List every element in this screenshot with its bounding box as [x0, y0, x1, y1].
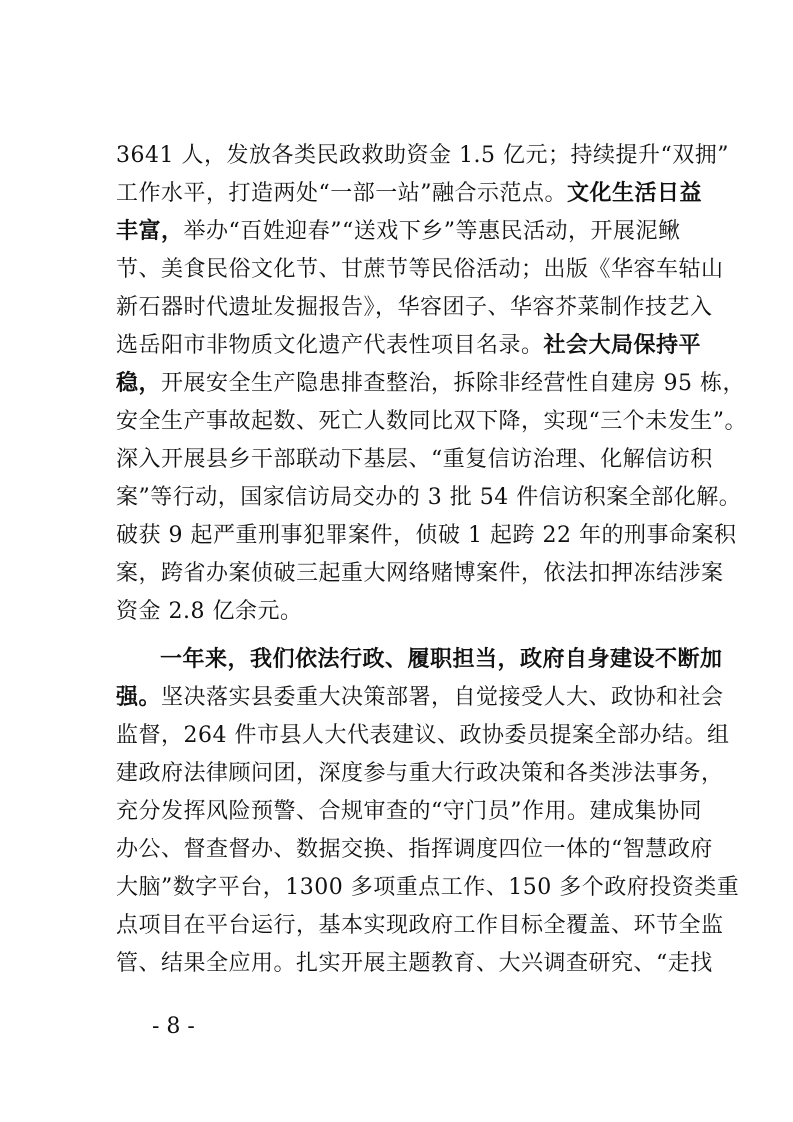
- text-line-7: 稳，开展安全生产隐患排查整治，拆除非经营性自建房 95 栋，: [116, 371, 745, 396]
- text-line-4: 节、美食民俗文化节、甘蔗节等民俗活动；出版《华容车轱山: [116, 257, 724, 282]
- text-line-8: 安全生产事故起数、死亡人数同比双下降，实现“三个未发生”。: [116, 409, 747, 434]
- text-line-15: 强。坚决落实县委重大决策部署，自觉接受人大、政协和社会: [116, 685, 724, 710]
- text-line-3: 丰富，举办“百姓迎春”“送戏下乡”等惠民活动，开展泥鳅: [116, 219, 681, 244]
- text-line-11: 破获 9 起严重刑事犯罪案件，侦破 1 起跨 22 年的刑事命案积: [116, 523, 737, 548]
- text-line-22: 管、结果全应用。扎实开展主题教育、大兴调查研究、“走找: [116, 951, 713, 976]
- text-line-20: 大脑”数字平台，1300 多项重点工作、150 多个政府投资类重: [116, 875, 740, 900]
- text-line-1: 3641 人，发放各类民政救助资金 1.5 亿元；持续提升“双拥”: [116, 143, 729, 168]
- text-line-19: 办公、督查督办、数据交换、指挥调度四位一体的“智慧政府: [116, 837, 713, 862]
- text-line-16: 监督，264 件市县人大代表建议、政协委员提案全部办结。组: [116, 723, 730, 748]
- text-line-2: 工作水平，打造两处“一部一站”融合示范点。文化生活日益: [116, 181, 703, 206]
- text-line-10: 案”等行动，国家信访局交办的 3 批 54 件信访积案全部化解。: [116, 485, 742, 510]
- text-line-12: 案，跨省办案侦破三起重大网络赌博案件，依法扣押冻结涉案: [116, 561, 724, 586]
- text-line-5: 新石器时代遗址发掘报告》，华容团子、华容芥菜制作技艺入: [116, 295, 713, 320]
- text-line-21: 点项目在平台运行，基本实现政府工作目标全覆盖、环节全监: [116, 913, 724, 938]
- page-number: - 8 -: [152, 1014, 195, 1039]
- text-line-17: 建政府法律顾问团，深度参与重大行政决策和各类涉法事务，: [116, 761, 724, 786]
- text-line-6: 选岳阳市非物质文化遗产代表性项目名录。社会大局保持平: [116, 333, 702, 358]
- text-line-14: 一年来，我们依法行政、履职担当，政府自身建设不断加: [160, 647, 723, 672]
- text-line-9: 深入开展县乡干部联动下基层、“重复信访治理、化解信访积: [116, 447, 713, 472]
- text-line-13: 资金 2.8 亿余元。: [116, 599, 303, 624]
- text-line-18: 充分发挥风险预警、合规审查的“守门员”作用。建成集协同: [116, 799, 702, 824]
